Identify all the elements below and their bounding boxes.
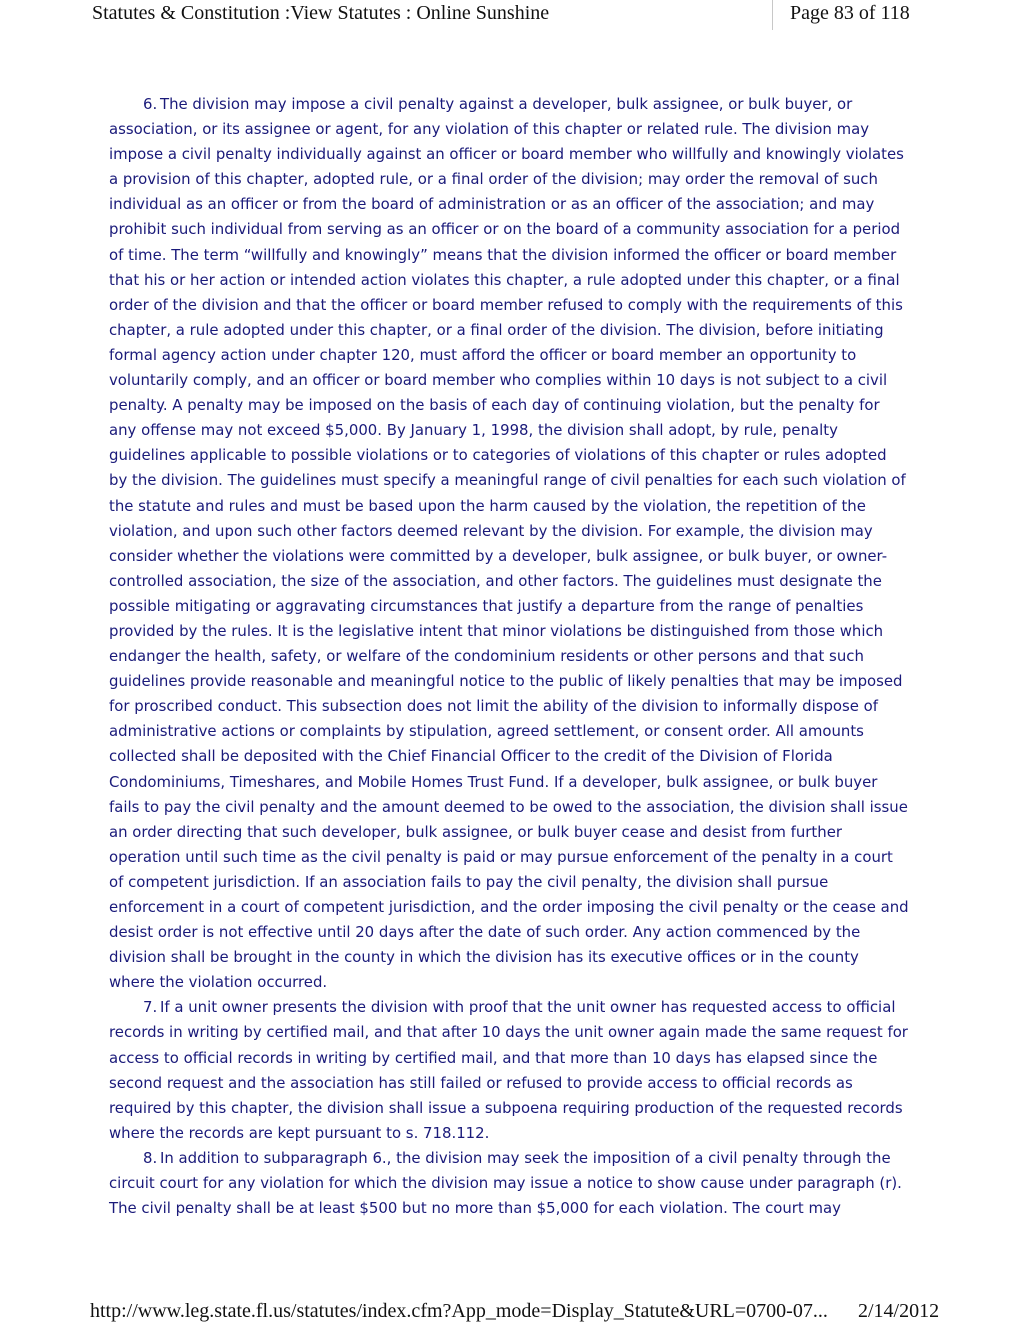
page-header — [0, 0, 1024, 34]
print-date: 2/14/2012 — [858, 1300, 940, 1322]
subparagraph-text: In addition to subparagraph 6., the division may seek the imposition of a civil penalty through the circuit court for any violation for which the division may issue a notice to show cause under paragraph (r). The civil penalty shall be at least $500 but no more than $5,000 for each violation. The court may — [109, 1148, 902, 1218]
statute-text — [109, 92, 909, 1221]
page-footer — [0, 1300, 1024, 1326]
subparagraph-text: If a unit owner presents the division with proof that the unit owner has requested access to official records in writing by certified mail, and that after 10 days the unit owner again made the same request for access to official records in writing by certified mail, and that more than 10 days has elapsed since the second request and the association has still failed or refused to provide access to official records as required by this chapter, the division shall issue a subpoena requiring production of the requested records where the records are kept pursuant to s. 718.112. — [109, 998, 908, 1142]
subparagraph-7 — [109, 995, 909, 1146]
page-title: Statutes & Constitution :View Statutes : Online Sunshine — [92, 2, 550, 24]
header-divider — [772, 0, 773, 30]
subparagraph-number: 8. — [143, 1148, 158, 1167]
subparagraph-text: The division may impose a civil penalty against a developer, bulk assignee, or bulk buyer, or association, or its assignee or agent, for any violation of this chapter or related rule. The division may impose a civil penalty individually against an officer or board member who willfully and knowingly violates a provision of this chapter, adopted rule, or a final order of the division; may order the removal of such individual as an officer or from the board of administration or as an officer of the association; and may prohibit such individual from serving as an officer or on the board of a community association for a period of time. The term “willfully and knowingly” means that the division informed the officer or board member that his or her action or intended action violates this chapter, a rule adopted under this chapter, or a final order of the division and that the officer or board member refused to comply with the requirements of this chapter, a rule adopted under this chapter, or a final order of the division. The division, before initiating formal agency action under chapter 120, must afford the officer or board member an opportunity to voluntarily comply, and an officer or board member who complies within 10 days is not subject to a civil penalty. A penalty may be imposed on the basis of each day of continuing violation, but the penalty for any offense may not exceed $5,000. By January 1, 1998, the division shall adopt, by rule, penalty guidelines applicable to possible violations or to categories of violations of this chapter or rules adopted by the division. The guidelines must specify a meaningful range of civil penalties for each such violation of the statute and rules and must be based upon the harm caused by the violation, the repetition of the violation, and upon such other factors deemed relevant by the division. For example, the division may consider whether the violations were committed by a developer, bulk assignee, or bulk buyer, or owner-controlled association, the size of the association, and other factors. The guidelines must designate the possible mitigating or aggravating circumstances that justify a departure from the range of penalties provided by the rules. It is the legislative intent that minor violations be distinguished from those which endanger the health, safety, or welfare of the condominium residents or other persons and that such guidelines provide reasonable and meaningful notice to the public of likely penalties that may be imposed for proscribed conduct. This subsection does not limit the ability of the division to informally dispose of administrative actions or complaints by stipulation, agreed settlement, or consent order. All amounts collected shall be deposited with the Chief Financial Officer to the credit of the Division of Florida Condominiums, Timeshares, and Mobile Homes Trust Fund. If a developer, bulk assignee, or bulk buyer fails to pay the civil penalty and the amount deemed to be owed to the association, the division shall issue an order directing that such developer, bulk assignee, or bulk buyer cease and desist from further operation until such time as the civil penalty is paid or may pursue enforcement of the penalty in a court of competent jurisdiction. If an association fails to pay the civil penalty, the division shall pursue enforcement in a court of competent jurisdiction, and the order imposing the civil penalty or the cease and desist order is not effective until 20 days after the date of such order. Any action commenced by the division shall be brought in the county in which the division has its executive offices or in the county where the violation occurred. — [109, 95, 909, 992]
page-indicator: Page 83 of 118 — [790, 2, 910, 24]
subparagraph-8 — [109, 1146, 909, 1221]
source-url: http://www.leg.state.fl.us/statutes/index.cfm?App_mode=Display_Statute&URL=0700-07... — [90, 1300, 828, 1322]
subparagraph-6 — [109, 92, 909, 995]
subparagraph-number: 7. — [143, 998, 158, 1017]
subparagraph-number: 6. — [143, 95, 158, 113]
